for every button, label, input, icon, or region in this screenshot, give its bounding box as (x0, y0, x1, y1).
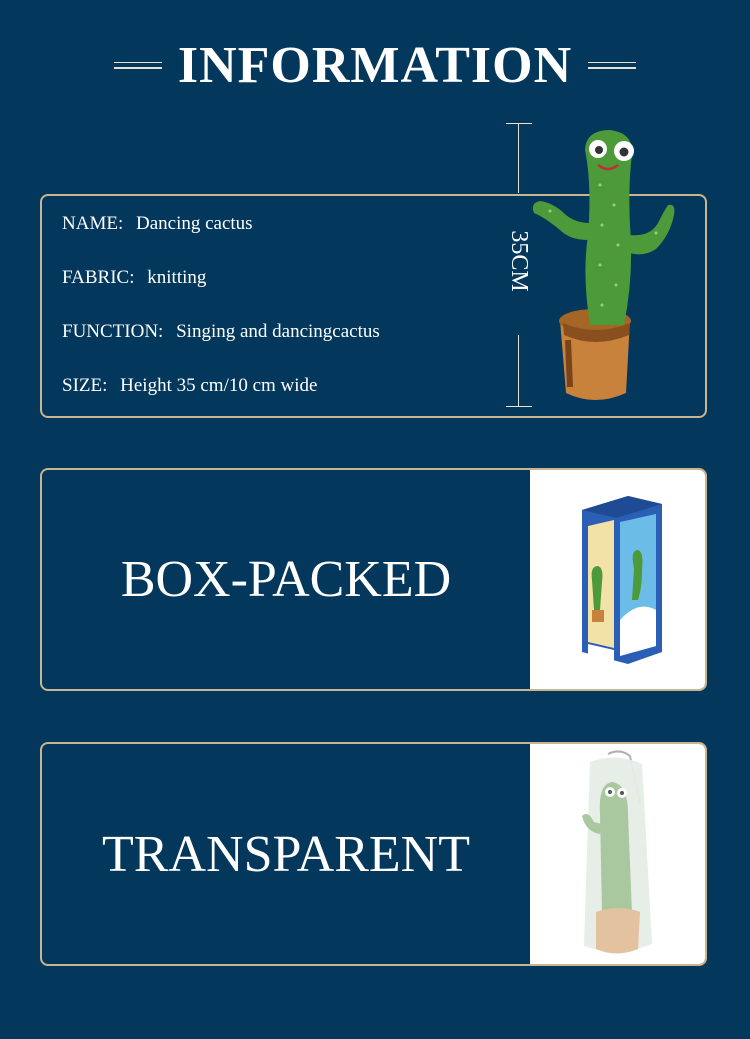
page-title: INFORMATION (177, 36, 573, 94)
title-rule-left (114, 62, 162, 69)
info-fabric-value: knitting (147, 267, 207, 288)
info-fabric-row (62, 267, 206, 289)
dancing-cactus-image (530, 125, 680, 410)
info-size-value: Height 35 cm/10 cm wide (120, 375, 318, 396)
info-function-value: Singing and dancingcactus (176, 321, 380, 342)
height-dimension-label: 35CM (506, 230, 533, 292)
info-name-value: Dancing cactus (135, 213, 253, 234)
box-packed-panel (40, 468, 707, 691)
title-rule-right (588, 62, 636, 69)
info-size-label: SIZE: (62, 375, 108, 396)
box-packed-image (530, 470, 705, 689)
info-size-row (62, 375, 318, 397)
page-header (0, 30, 750, 100)
transparent-bag-image (530, 744, 705, 964)
info-name-row (62, 213, 253, 235)
info-fabric-label: FABRIC: (62, 267, 135, 288)
height-dimension-marker (506, 123, 532, 407)
info-function-label: FUNCTION: (62, 321, 164, 342)
info-function-row (62, 321, 380, 343)
info-name-label: NAME: (62, 213, 124, 234)
box-packed-label: BOX-PACKED (120, 551, 452, 608)
transparent-panel (40, 742, 707, 966)
transparent-label: TRANSPARENT (102, 825, 470, 883)
